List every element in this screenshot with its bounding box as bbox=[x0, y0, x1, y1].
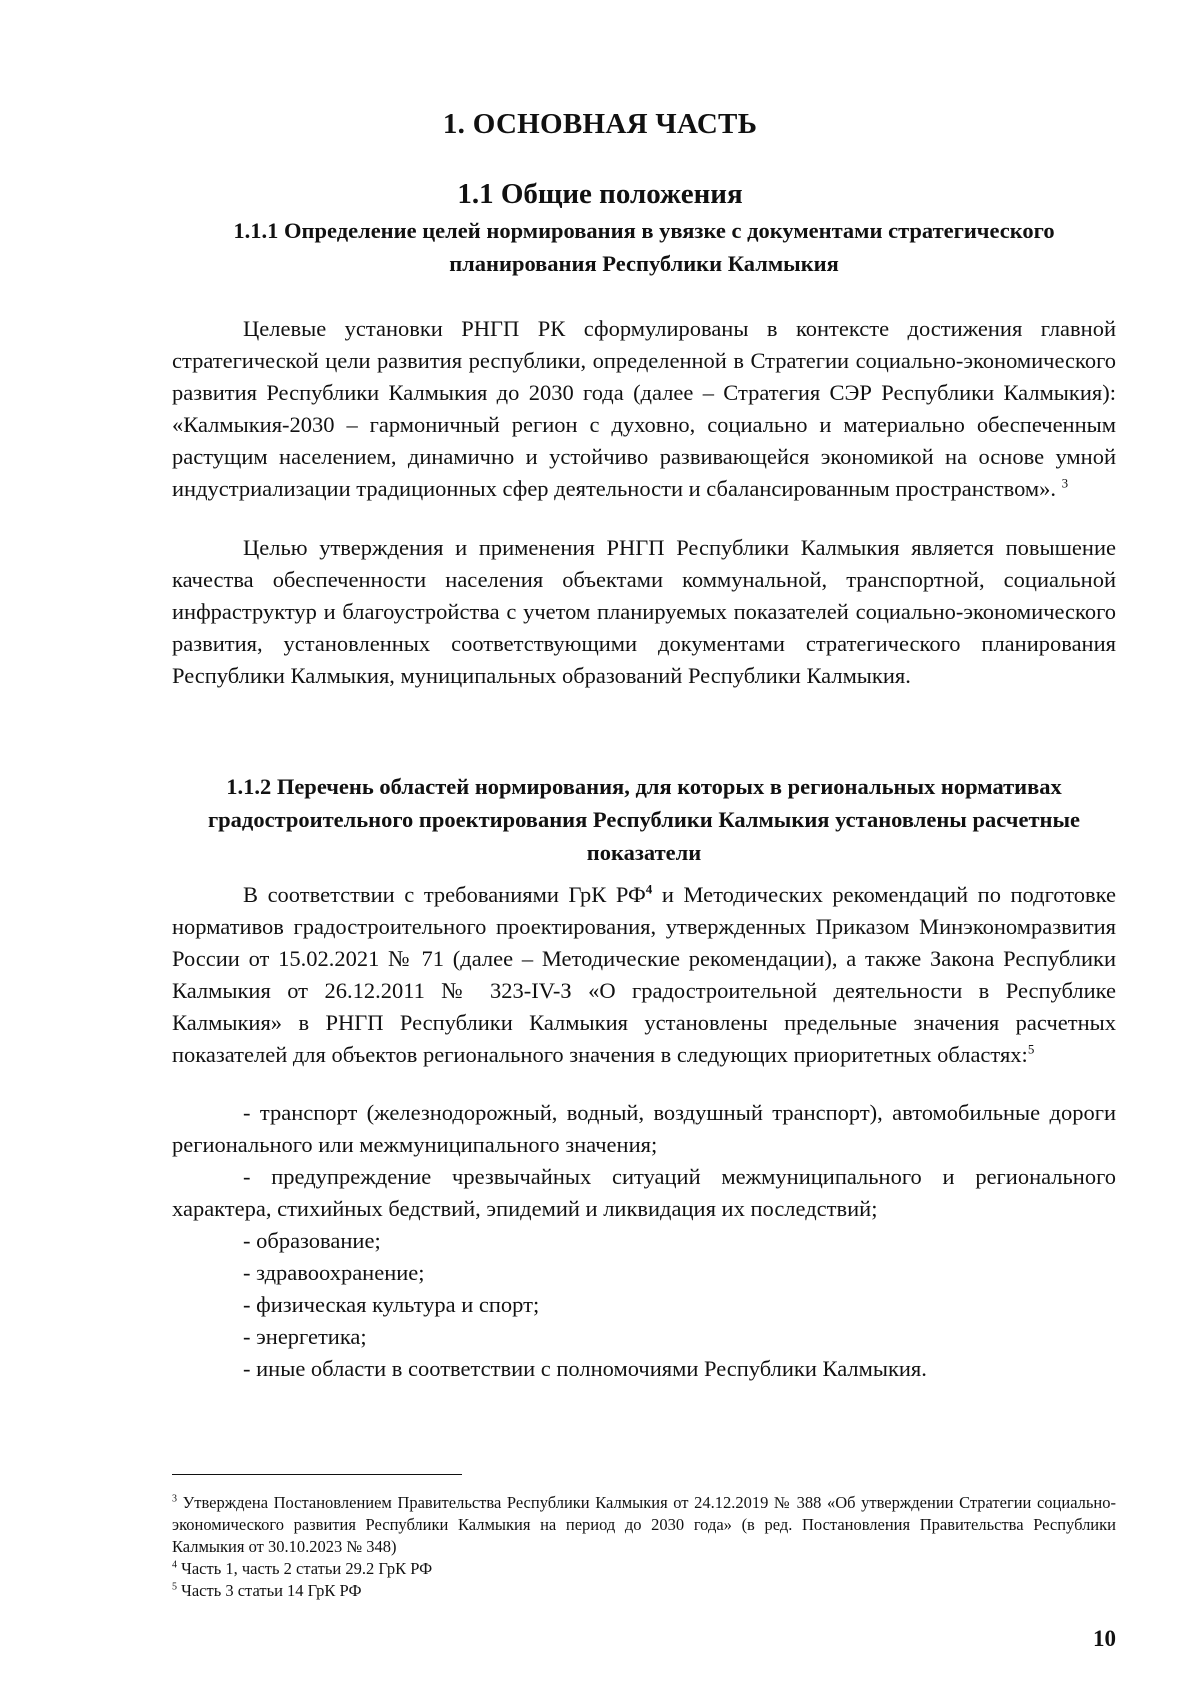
footnote-ref-4[interactable]: 4 bbox=[645, 881, 653, 897]
footnote-ref-3[interactable]: 3 bbox=[1061, 475, 1069, 491]
footnote-number: 4 bbox=[172, 1559, 177, 1571]
page-number: 10 bbox=[1093, 1626, 1116, 1651]
footnote-ref-5[interactable]: 5 bbox=[1027, 1041, 1035, 1057]
paragraph-purpose: Целью утверждения и применения РНГП Республики Калмыкия является повышение качества обеспеченности населения объектами коммунальной, транспортной, социальной инфраструктур и благоустройства с учетом планируемых показателей социально-экономического развития, установленных соответствующими документами стратегического планирования Республики Калмыкия, муниципальных образований Республики Калмыкия. bbox=[172, 535, 1116, 688]
subsection-heading-1-1-1: 1.1.1 Определение целей нормирования в увязке с документами стратегического планирования Республики Калмыкия bbox=[233, 218, 1055, 276]
paragraph-goals bbox=[172, 313, 1116, 505]
footnote-number: 5 bbox=[172, 1581, 177, 1593]
list-item: - транспорт (железнодорожный, водный, воздушный транспорт), автомобильные дороги регионального или межмуниципального значения; bbox=[172, 1100, 1116, 1157]
main-heading: 1. ОСНОВНАЯ ЧАСТЬ bbox=[442, 108, 758, 140]
priority-areas-list bbox=[172, 1097, 1116, 1385]
paragraph-requirements bbox=[172, 879, 1116, 1071]
section-heading: 1.1 Общие положения bbox=[457, 178, 743, 210]
paragraph-requirements-text-b: и Методических рекомендаций по подготовке нормативов градостроительного проектирования, утвержденных Приказом Минэкономразвития России от 15.02.2021 № 71 (далее – Методические рекомендации), а также Закона Республики Калмыкия от 26.12.2011 № 323-IV-З «О градостроительной деятельности в Республике Калмыкия» в РНГП Республики Калмыкия установлены предельные значения расчетных показателей для объектов регионального значения в следующих приоритетных областях: bbox=[172, 882, 1116, 1067]
footnote-3 bbox=[172, 1492, 1116, 1558]
list-item: - физическая культура и спорт; bbox=[243, 1292, 540, 1317]
subsection-heading-1-1-2: 1.1.2 Перечень областей нормирования, для которых в региональных нормативах градостроительного проектирования Республики Калмыкия установлены расчетные показатели bbox=[207, 774, 1081, 865]
footnote-number: 3 bbox=[172, 1493, 177, 1505]
list-item: - здравоохранение; bbox=[243, 1260, 425, 1285]
footnote-text: Утверждена Постановлением Правительства Республики Калмыкия от 24.12.2019 № 388 «Об утверждении Стратегии социально-экономического развития Республики Калмыкия на период до 2030 года» (в ред. Постановления Правительства Республики Калмыкия от 30.10.2023 № 348) bbox=[172, 1493, 1116, 1556]
list-item: - энергетика; bbox=[243, 1324, 367, 1349]
paragraph-requirements-text-a: В соответствии с требованиями ГрК РФ bbox=[243, 882, 646, 907]
footnote-separator bbox=[172, 1474, 462, 1475]
list-item: - образование; bbox=[243, 1228, 381, 1253]
list-item: - предупреждение чрезвычайных ситуаций межмуниципального и регионального характера, стихийных бедствий, эпидемий и ликвидация их последствий; bbox=[172, 1164, 1116, 1221]
footnotes bbox=[172, 1492, 1116, 1602]
footnote-text: Часть 3 статьи 14 ГрК РФ bbox=[177, 1581, 362, 1600]
footnote-4 bbox=[172, 1558, 1116, 1580]
paragraph-goals-text: Целевые установки РНГП РК сформулированы в контексте достижения главной стратегической цели развития республики, определенной в Стратегии социально-экономического развития Республики Калмыкия до 2030 года (далее – Стратегия СЭР Республики Калмыкия): «Калмыкия-2030 – гармоничный регион с духовно, социально и материально обеспеченным растущим населением, динамично и устойчиво развивающейся экономикой на основе умной индустриализации традиционных сфер деятельности и сбалансированным пространством». bbox=[172, 316, 1116, 501]
footnote-text: Часть 1, часть 2 статьи 29.2 ГрК РФ bbox=[177, 1559, 433, 1578]
list-item: - иные области в соответствии с полномочиями Республики Калмыкия. bbox=[243, 1356, 927, 1381]
footnote-5 bbox=[172, 1580, 1116, 1602]
